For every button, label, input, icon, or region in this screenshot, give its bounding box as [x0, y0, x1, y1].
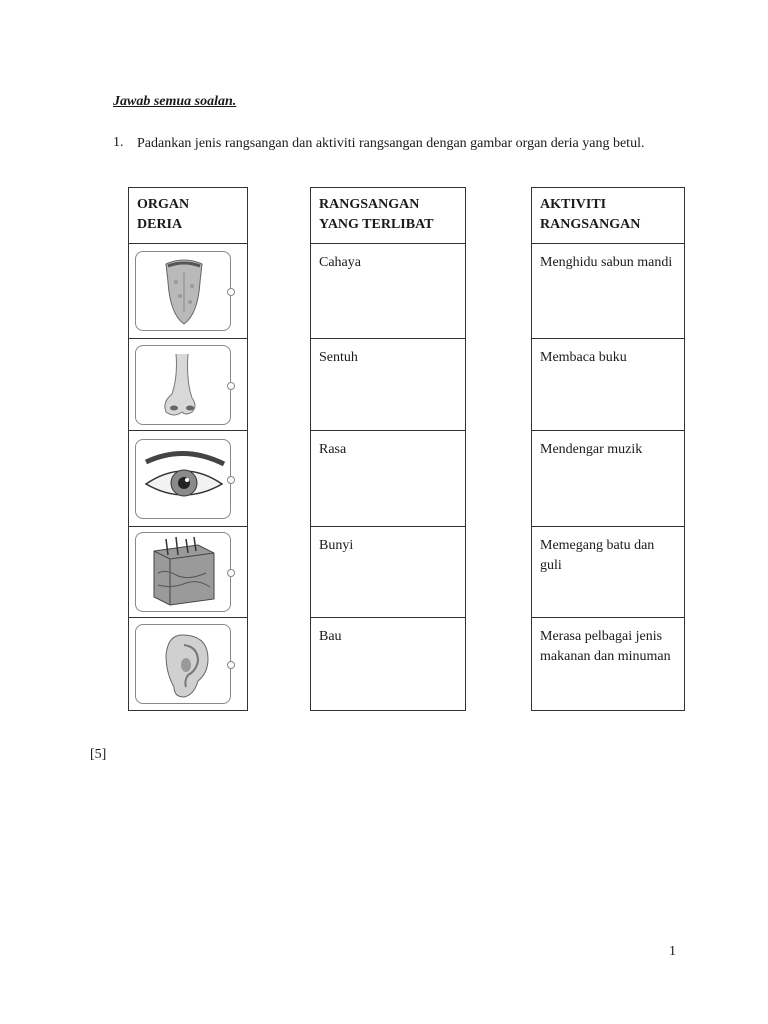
question-text: Padankan jenis rangsangan dan aktiviti rangsangan dengan gambar organ deria yang betul.	[137, 136, 645, 151]
stimulus-cell[interactable]	[311, 431, 465, 527]
organ-column	[128, 187, 248, 711]
activity-header-line-2: RANGSANGAN	[540, 217, 641, 232]
stimulus-label: Bau	[319, 629, 342, 644]
stimulus-label: Sentuh	[319, 350, 358, 365]
question-number: 1.	[113, 135, 124, 150]
match-dot[interactable]	[227, 382, 235, 390]
activity-header-line-1: AKTIVITI	[540, 197, 607, 212]
activity-header	[532, 188, 684, 244]
stimulus-cell[interactable]	[311, 244, 465, 339]
ear-icon	[135, 624, 231, 704]
stimulus-column	[310, 187, 466, 711]
activity-cell[interactable]	[532, 244, 684, 339]
activity-cell[interactable]	[532, 527, 684, 618]
marks-label: [5]	[90, 747, 107, 762]
activity-label: Menghidu sabun mandi	[540, 255, 673, 270]
activity-column	[531, 187, 685, 711]
page-number: 1	[669, 944, 676, 959]
instruction-heading: Jawab semua soalan.	[113, 94, 237, 109]
match-dot[interactable]	[227, 661, 235, 669]
tongue-icon	[135, 251, 231, 331]
stimulus-header-line-1: RANGSANGAN	[319, 197, 420, 212]
activity-label: Mendengar muzik	[540, 442, 643, 457]
stimulus-label: Cahaya	[319, 255, 361, 270]
nose-icon	[135, 345, 231, 425]
eye-icon	[135, 439, 231, 519]
organ-header	[129, 188, 247, 244]
skin-icon	[135, 532, 231, 612]
organ-header-line-1: ORGAN	[137, 197, 190, 212]
activity-cell[interactable]	[532, 431, 684, 527]
activity-cell[interactable]	[532, 618, 684, 711]
stimulus-header	[311, 188, 465, 244]
match-dot[interactable]	[227, 476, 235, 484]
stimulus-label: Rasa	[319, 442, 347, 457]
activity-cell[interactable]	[532, 339, 684, 431]
activity-label: Merasa pelbagai jenis makanan dan minuman	[540, 629, 671, 664]
activity-label: Memegang batu dan guli	[540, 538, 655, 573]
match-dot[interactable]	[227, 569, 235, 577]
stimulus-cell[interactable]	[311, 618, 465, 711]
organ-cell-eye	[129, 431, 247, 527]
match-dot[interactable]	[227, 288, 235, 296]
stimulus-cell[interactable]	[311, 339, 465, 431]
stimulus-cell[interactable]	[311, 527, 465, 618]
activity-label: Membaca buku	[540, 350, 627, 365]
organ-header-line-2: DERIA	[137, 217, 183, 232]
stimulus-header-line-2: YANG TERLIBAT	[319, 217, 434, 232]
organ-cell-tongue	[129, 244, 247, 339]
organ-cell-skin	[129, 527, 247, 618]
organ-cell-nose	[129, 339, 247, 431]
stimulus-label: Bunyi	[319, 538, 354, 553]
organ-cell-ear	[129, 618, 247, 711]
